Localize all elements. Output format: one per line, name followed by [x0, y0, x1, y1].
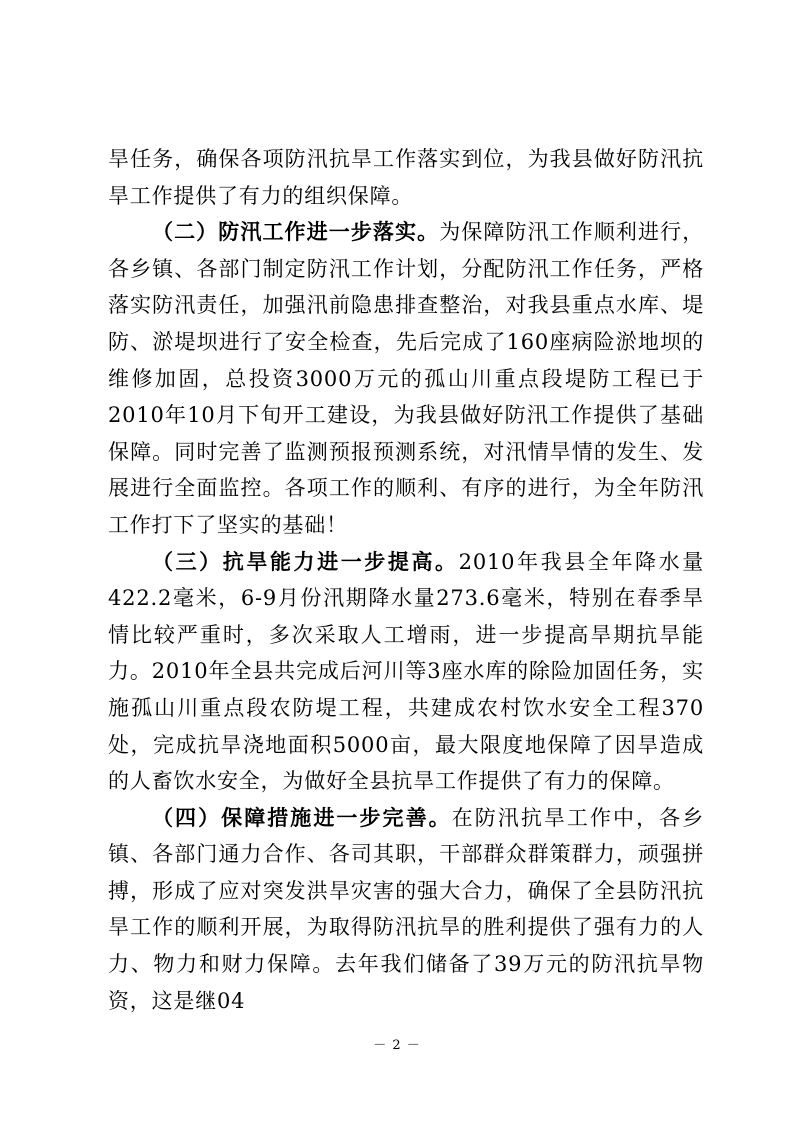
paragraph-safeguard-measures — [108, 800, 704, 1020]
paragraph-text: 为保障防汛工作顺利进行，各乡镇、各部门制定防汛工作计划，分配防汛工作任务，严格落实防汛责任，加强汛前隐患排查整治，对我县重点水库、堤防、淤堤坝进行了安全检查，先后完成了160座病险淤地坝的维修加固，总投资3000万元的孤山川重点段堤防工程已于2010年10月下旬开工建设，为我县做好防汛工作提供了基础保障。同时完善了监测预报预测系统，对汛情旱情的发生、发展进行全面监控。各项工作的顺利、有序的进行，为全年防汛工作打下了坚实的基础！ — [108, 220, 704, 537]
section-heading: （二）防汛工作进一步落实。 — [152, 219, 440, 245]
paragraph-text: 旱任务，确保各项防汛抗旱工作落实到位，为我县做好防汛抗旱工作提供了有力的组织保障。 — [108, 147, 704, 208]
paragraph-continuation — [108, 141, 704, 214]
paragraph-drought-resistance — [108, 544, 704, 800]
paragraph-text: 2010年我县全年降水量422.2毫米，6-9月份汛期降水量273.6毫米，特别在春季旱情比较严重时，多次采取人工增雨，进一步提高旱期抗旱能力。2010年全县共完成后河川等3座水库的除险加固任务，实施孤山川重点段农防堤工程，共建成农村饮水安全工程370处，完成抗旱浇地面积5000亩，最大限度地保障了因旱造成的人畜饮水安全，为做好全县抗旱工作提供了有力的保障。 — [108, 549, 705, 794]
page-number: － 2 － — [373, 1038, 421, 1053]
section-heading: （四）保障措施进一步完善。 — [152, 804, 452, 830]
body-text — [108, 141, 704, 1019]
paragraph-flood-control — [108, 214, 704, 543]
section-heading: （三）抗旱能力进一步提高。 — [152, 548, 459, 574]
paragraph-text: 在防汛抗旱工作中，各乡镇、各部门通力合作、各司其职，干部群众群策群力，顽强拼搏，形成了应对突发洪旱灾害的强大合力，确保了全县防汛抗旱工作的顺利开展，为取得防汛抗旱的胜利提供了强有力的人力、物力和财力保障。去年我们储备了39万元的防汛抗旱物资，这是继04 — [108, 805, 704, 1013]
